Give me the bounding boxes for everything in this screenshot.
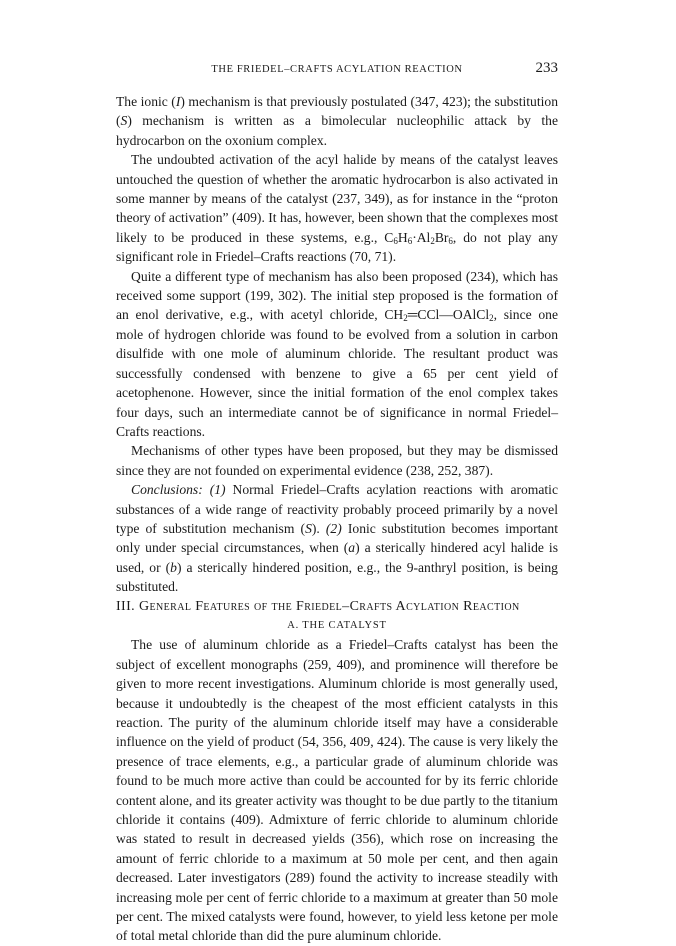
paragraph-conclusions bbox=[116, 480, 558, 596]
text-span: ) mechanism is that previously postulated (347, 423); the substitution ( bbox=[116, 94, 558, 129]
text-span: Normal Friedel–Crafts acylation reactions with aromatic substances of a wide range of reactivity probably proceed primarily by a novel type of substitution mechanism ( bbox=[116, 482, 558, 536]
text-span: , do not play any significant role in Friedel–Crafts reactions (70, 71). bbox=[116, 229, 558, 265]
text-span: , since one mole of hydrogen chloride was found to be evolved from a solution in carbon disulfide with one mole of aluminum chloride. The resultant product was successfully condensed with benzene to give a 65 per cent yield of acetophenone. However, since the initial formation of the enol complex takes four days, such an intermediate cannot be of significance in normal Friedel–Crafts reactions. bbox=[116, 307, 558, 439]
text-span: Br bbox=[434, 229, 449, 245]
paragraph-other-mechanisms: Mechanisms of other types have been proposed, but they may be dismissed since they are not founded on experimental evidence (238, 252, 387). bbox=[116, 443, 558, 478]
paragraph-catalyst-activation bbox=[116, 150, 558, 266]
text-span: The undoubted activation of the acyl halide by means of the catalyst leaves untouched the question of whether the aromatic hydrocarbon is also activated in some manner by means of the catalyst (237, 349), as for instance in the “proton theory of activation” (409). It has, however, been shown that the complexes most likely to be produced in these systems, e.g., C bbox=[116, 152, 558, 245]
subscript: 2 bbox=[489, 313, 494, 324]
text-span: ·Al bbox=[412, 229, 431, 245]
text-span: Ionic substitution becomes important only under special circumstances, when ( bbox=[116, 520, 558, 556]
text-span: ) a sterically hindered acyl halide is used, or ( bbox=[116, 540, 558, 575]
italic-span: a bbox=[348, 540, 356, 556]
page-number: 233 bbox=[535, 60, 558, 76]
text-span: ). bbox=[311, 520, 326, 536]
italic-span: S bbox=[305, 520, 312, 536]
text-span: ) a sterically hindered position, e.g., the 9-anthryl position, is being substituted. bbox=[116, 559, 558, 595]
subscript: 2 bbox=[430, 235, 435, 246]
italic-span: I bbox=[175, 94, 181, 109]
italic-span: (2) bbox=[325, 520, 342, 536]
section-heading: III. General Features of the Friedel–Crafts Acylation Reaction bbox=[116, 598, 520, 614]
italic-span: b bbox=[170, 559, 177, 575]
running-title: THE FRIEDEL–CRAFTS ACYLATION REACTION bbox=[211, 64, 463, 75]
italic-span: Conclusions: (1) bbox=[131, 482, 226, 498]
italic-span: S bbox=[120, 113, 128, 129]
subsection-heading: A. THE CATALYST bbox=[287, 619, 387, 631]
subscript: 2 bbox=[403, 313, 408, 324]
text-span: ) mechanism is written as a bimolecular nucleophilic attack by the hydrocarbon on the oxonium complex. bbox=[116, 113, 558, 148]
paragraph-ionic-mechanism bbox=[116, 92, 558, 150]
subscript: 6 bbox=[393, 235, 398, 246]
subscript: 6 bbox=[407, 235, 413, 246]
body-text bbox=[116, 92, 558, 946]
paragraph-enol-mechanism bbox=[116, 267, 558, 442]
text-span: Quite a different type of mechanism has also been proposed (234), which has received some support (199, 302). The initial step proposed is the formation of an enol derivative, e.g., with acetyl chloride, CH bbox=[116, 268, 558, 323]
paragraph-aluminum-chloride: The use of aluminum chloride as a Friedel–Crafts catalyst has been the subject of excellent monographs (259, 409), and prominence will therefore be given to more recent investigations. Aluminum chloride is most generally used, because it undoubtedly is the cheapest of the most efficient catalysts in this reaction. The purity of the aluminum chloride itself may have a considerable influence on the yield of product (54, 356, 409, 424). The cause is very likely the presence of trace elements, e.g., a particular grade of aluminum chloride was found to be much more active than could be accounted for by its ferric chloride content alone, and its greater activity was thought to be due partly to the titanium chloride it contains (409). Admixture of ferric chloride to aluminum chloride was stated to result in decreased yields (356), which rose on increasing the amount of ferric chloride to a maximum at 50 mole per cent, and then again decreased. Later investigators (289) found the activity to increase steadily with increasing mole per cent of ferric chloride to a maximum at greater than 50 mole per cent. The mixed catalysts were found, however, to yield less ketone per mole of total metal chloride than did the pure aluminum chloride. bbox=[116, 637, 558, 944]
text-span: ═CCl—OAlCl bbox=[407, 307, 490, 323]
text-span: The ionic ( bbox=[116, 94, 176, 109]
text-span: H bbox=[397, 229, 408, 245]
subscript: 6 bbox=[448, 235, 453, 246]
